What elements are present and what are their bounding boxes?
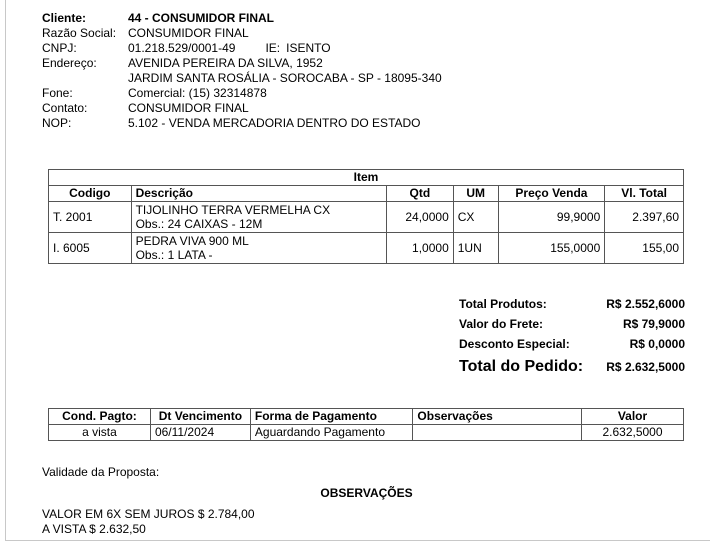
desconto-value: R$ 0,0000: [629, 337, 685, 351]
row-obs: Obs.: 1 LATA -: [135, 248, 213, 262]
endereco-label: Endereço:: [42, 56, 97, 70]
client-info: [42, 11, 442, 131]
contato-label: Contato:: [42, 101, 88, 115]
row-preco: 99,9000: [498, 202, 605, 233]
pay-cond: a vista: [49, 425, 151, 441]
endereco-line2: JARDIM SANTA ROSÁLIA - SOROCABA - SP - 18095-340: [128, 71, 442, 85]
razao-value: CONSUMIDOR FINAL: [128, 26, 249, 40]
row-um: 1UN: [453, 233, 498, 264]
row-total: 155,00: [605, 233, 684, 264]
cnpj-value: 01.218.529/0001-49: [128, 41, 236, 55]
header-cond-pagto: Cond. Pagto:: [49, 409, 151, 425]
row-qtd: 24,0000: [386, 202, 453, 233]
valor-frete-row: [459, 314, 685, 334]
header-forma-pagamento: Forma de Pagamento: [250, 409, 413, 425]
row-qtd: 1,0000: [386, 233, 453, 264]
header-observacoes: Observações: [413, 409, 582, 425]
contato-value: CONSUMIDOR FINAL: [128, 101, 249, 115]
total-pedido-row: [459, 354, 685, 380]
row-um: CX: [453, 202, 498, 233]
obs-line-2: A VISTA $ 2.632,50: [42, 522, 146, 536]
total-pedido-value: R$ 2.632,5000: [606, 360, 685, 374]
pay-venc: 06/11/2024: [150, 425, 250, 441]
header-um: UM: [453, 186, 498, 202]
fone-value: Comercial: (15) 32314878: [128, 86, 267, 100]
row-descricao: PEDRA VIVA 900 ML: [135, 234, 249, 248]
endereco-line1: AVENIDA PEREIRA DA SILVA, 1952: [128, 56, 323, 70]
pay-forma: Aguardando Pagamento: [250, 425, 413, 441]
ie-label: IE:: [265, 41, 281, 55]
pay-obs: [413, 425, 582, 441]
pay-valor: 2.632,5000: [582, 425, 684, 441]
valor-frete-label: Valor do Frete:: [459, 317, 544, 331]
observacoes-title: OBSERVAÇÕES: [320, 486, 413, 500]
razao-label: Razão Social:: [42, 26, 117, 40]
header-preco: Preço Venda: [498, 186, 605, 202]
header-codigo: Codigo: [49, 186, 132, 202]
items-table: [48, 169, 684, 264]
total-produtos-value: R$ 2.552,6000: [606, 297, 685, 311]
header-qtd: Qtd: [386, 186, 453, 202]
valor-frete-value: R$ 79,9000: [622, 317, 685, 331]
totals-block: [459, 294, 685, 380]
total-produtos-label: Total Produtos:: [459, 297, 547, 311]
obs-line-1: VALOR EM 6X SEM JUROS $ 2.784,00: [42, 507, 255, 521]
nop-label: NOP:: [42, 116, 72, 130]
desconto-row: [459, 334, 685, 354]
table-row: [49, 233, 684, 264]
fone-label: Fone:: [42, 86, 73, 100]
observacoes-text: [42, 507, 255, 537]
header-dt-vencimento: Dt Vencimento: [150, 409, 250, 425]
row-descricao: TIJOLINHO TERRA VERMELHA CX: [135, 203, 331, 217]
row-total: 2.397,60: [605, 202, 684, 233]
cliente-value: 44 - CONSUMIDOR FINAL: [128, 11, 275, 25]
items-table-title: Item: [49, 170, 684, 186]
desconto-label: Desconto Especial:: [459, 337, 570, 351]
row-preco: 155,0000: [498, 233, 605, 264]
total-pedido-label: Total do Pedido:: [459, 358, 584, 375]
row-obs: Obs.: 24 CAIXAS - 12M: [135, 217, 263, 231]
validade-label: Validade da Proposta:: [42, 465, 160, 479]
nop-value: 5.102 - VENDA MERCADORIA DENTRO DO ESTADO: [128, 116, 421, 130]
header-valor: Valor: [582, 409, 684, 425]
ie-value: ISENTO: [286, 41, 331, 55]
table-row: [49, 425, 684, 441]
row-codigo: T. 2001: [49, 202, 132, 233]
payment-table: [48, 408, 684, 441]
cnpj-label: CNPJ:: [42, 41, 77, 55]
total-produtos-row: [459, 294, 685, 314]
table-row: [49, 202, 684, 233]
row-codigo: I. 6005: [49, 233, 132, 264]
header-total: Vl. Total: [605, 186, 684, 202]
header-descricao: Descrição: [131, 186, 386, 202]
cliente-label: Cliente:: [42, 11, 87, 25]
